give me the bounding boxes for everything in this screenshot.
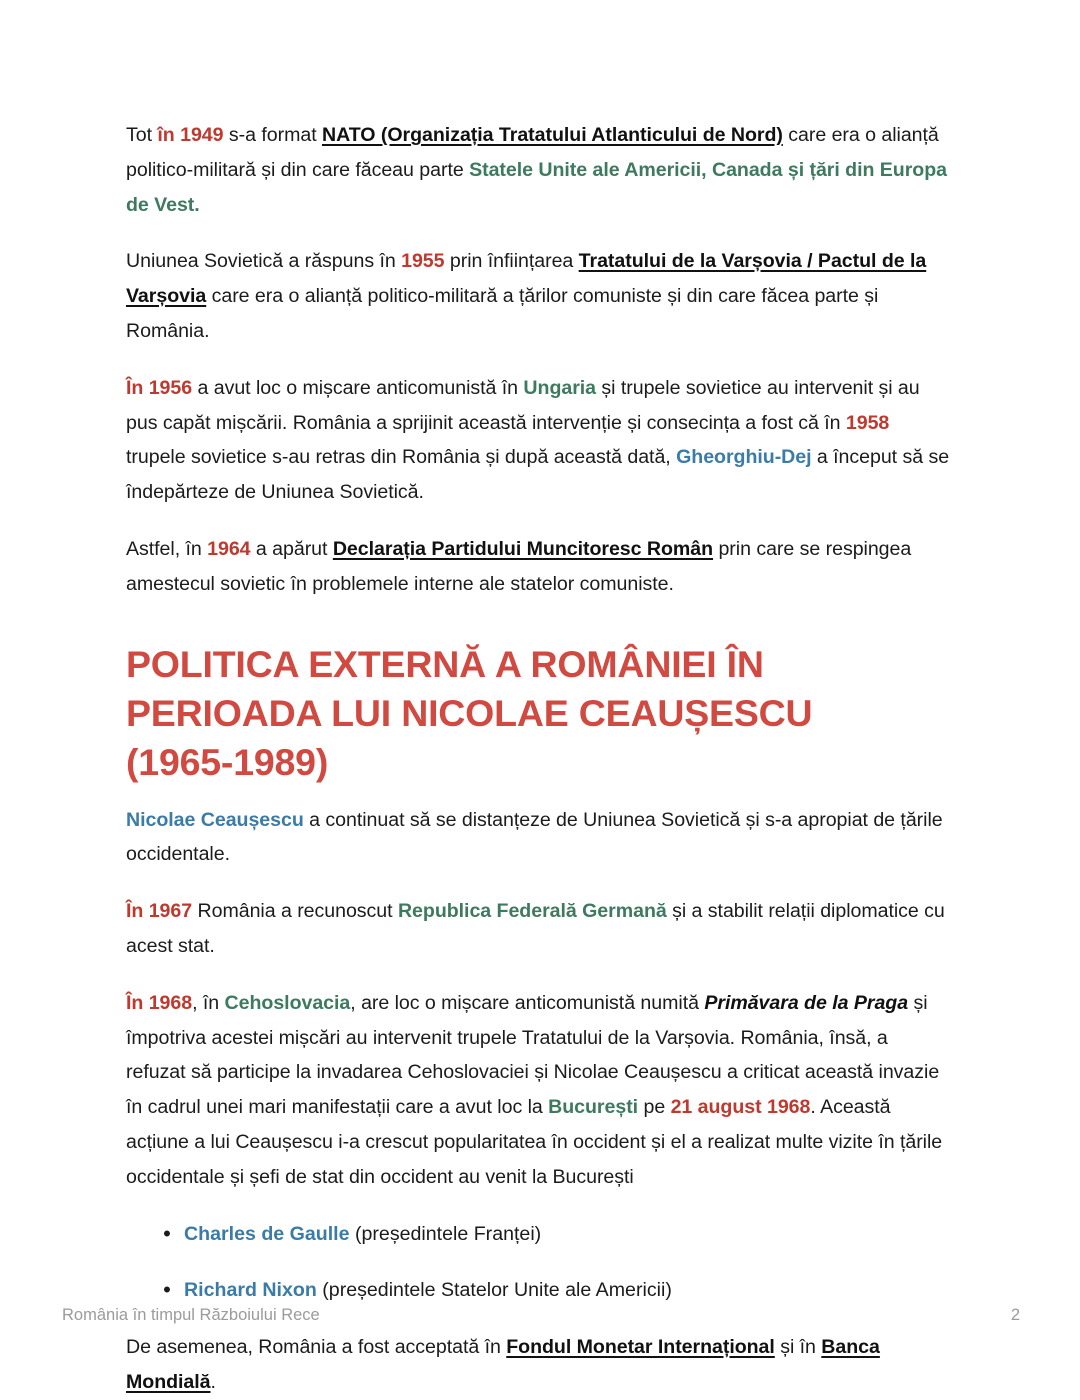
footer-page-number: 2 (1010, 1306, 1020, 1324)
paragraph-nato (126, 118, 950, 222)
text-run: a început să se îndepărteze de Uniunea Sovietică. (126, 446, 950, 504)
text-run: prin înființarea (444, 250, 579, 273)
paragraph-ceausescu-intro (126, 803, 950, 873)
paragraph-prague-spring-1968 (126, 986, 950, 1195)
text-run: care era o alianță politico-militară a țărilor comuniste și din care făcea parte și România. (126, 285, 879, 342)
text-run: Astfel, în (126, 537, 208, 560)
text-run: Tot (126, 124, 158, 146)
text-run: și a stabilit relații diplomatice cu acest stat. (126, 900, 945, 957)
bullet-icon: • (163, 1277, 171, 1303)
text-run: și trupele sovietice au intervenit și au pus capăt mișcării. România a sprijinit această intervenție și consecința a fost că în (126, 376, 920, 434)
key-term: Tratatului de la Varșovia / Pactul de la Varșovia (126, 250, 927, 308)
paragraph-declaration-1964 (126, 532, 950, 602)
paragraph-hungary-1956 (126, 371, 950, 510)
year-highlight: 1958 (845, 411, 890, 434)
document-body (126, 118, 950, 1400)
list-item (162, 1217, 950, 1252)
key-term: Declarația Partidului Muncitoresc Român (332, 537, 714, 560)
page-footer (0, 1305, 1080, 1397)
place-highlight: Republica Federală Germană (397, 900, 667, 923)
text-run: , în (192, 991, 225, 1014)
person-highlight: Nicolae Ceaușescu (126, 808, 304, 831)
bullet-icon: • (163, 1220, 171, 1246)
text-run: a continuat să se distanțeze de Uniunea Sovietică și s-a apropiat de țările occidentale. (126, 808, 943, 866)
text-run: și în (774, 1336, 822, 1359)
place-highlight: Ungaria (523, 376, 597, 399)
year-highlight: 1964 (207, 537, 251, 560)
year-highlight: În 1956 (126, 376, 193, 399)
list-item (162, 1273, 950, 1308)
section-heading: POLITICA EXTERNĂ A ROMÂNIEI ÎN PERIOADA LUI NICOLAE CEAUȘESCU (1965-1989) (126, 642, 813, 783)
text-run: și împotriva acestei mișcări au intervenit trupele Tratatului de la Varșovia. România, însă, a refuzat să participe la invadarea Cehoslovaciei și Nicolae Ceaușescu a criticat această invazie în cadrul unei mari manifestații care a avut loc la (126, 991, 940, 1119)
key-term: Banca Mondială (126, 1336, 880, 1393)
person-highlight: Gheorghiu-Dej (676, 446, 812, 469)
emphasis-term: Primăvara de la Praga (704, 991, 909, 1014)
year-highlight: 1955 (401, 250, 445, 273)
paragraph-germany-1967 (126, 894, 950, 964)
text-run: Uniunea Sovietică a răspuns în (126, 250, 402, 273)
place-highlight: Statele Unite ale Americii, Canada și țări din Europa de Vest. (126, 158, 947, 216)
text-run: prin care se respingea amestecul sovietic în problemele interne ale statelor comuniste. (126, 537, 912, 595)
key-term: NATO (Organizația Tratatului Atlanticului de Nord) (321, 124, 783, 146)
year-highlight: În 1967 (126, 900, 193, 923)
text-run: De asemenea, România a fost acceptată în (126, 1336, 507, 1359)
paragraph-warsaw-pact (126, 244, 950, 348)
text-run: a apărut (250, 537, 333, 560)
text-run: care era o alianță politico-militară și din care făceau parte (126, 124, 939, 181)
text-run: a avut loc o mișcare anticomunistă în (192, 376, 524, 399)
year-highlight: 21 august 1968 (670, 1096, 811, 1119)
person-highlight: Richard Nixon (184, 1279, 317, 1302)
text-run: . Această acțiune a lui Ceaușescu i-a crescut popularitatea în occident și el a realizat multe vizite în țările occidentale și șefi de stat din occident au venit la București (126, 1096, 943, 1188)
text-run: , are loc o mișcare anticomunistă numită (350, 991, 705, 1014)
year-highlight: În 1968 (126, 991, 193, 1014)
person-highlight: Charles de Gaulle (184, 1222, 350, 1245)
text-run: s-a format (223, 124, 322, 146)
key-term: Fondul Monetar Internațional (506, 1336, 775, 1359)
text-run: pe (638, 1096, 671, 1119)
year-highlight: în 1949 (157, 124, 224, 146)
footer-title: România în timpul Războiului Rece (62, 1306, 320, 1324)
text-run: . (210, 1370, 216, 1393)
text-run: România a recunoscut (192, 900, 398, 923)
text-run: (președintele Statelor Unite ale Americii) (316, 1279, 672, 1302)
text-run: (președintele Franței) (349, 1222, 542, 1245)
text-run: trupele sovietice s-au retras din România și după această dată, (126, 446, 677, 469)
place-highlight: Cehoslovacia (224, 991, 351, 1014)
western-leaders-list (126, 1217, 950, 1309)
place-highlight: București (548, 1096, 639, 1119)
